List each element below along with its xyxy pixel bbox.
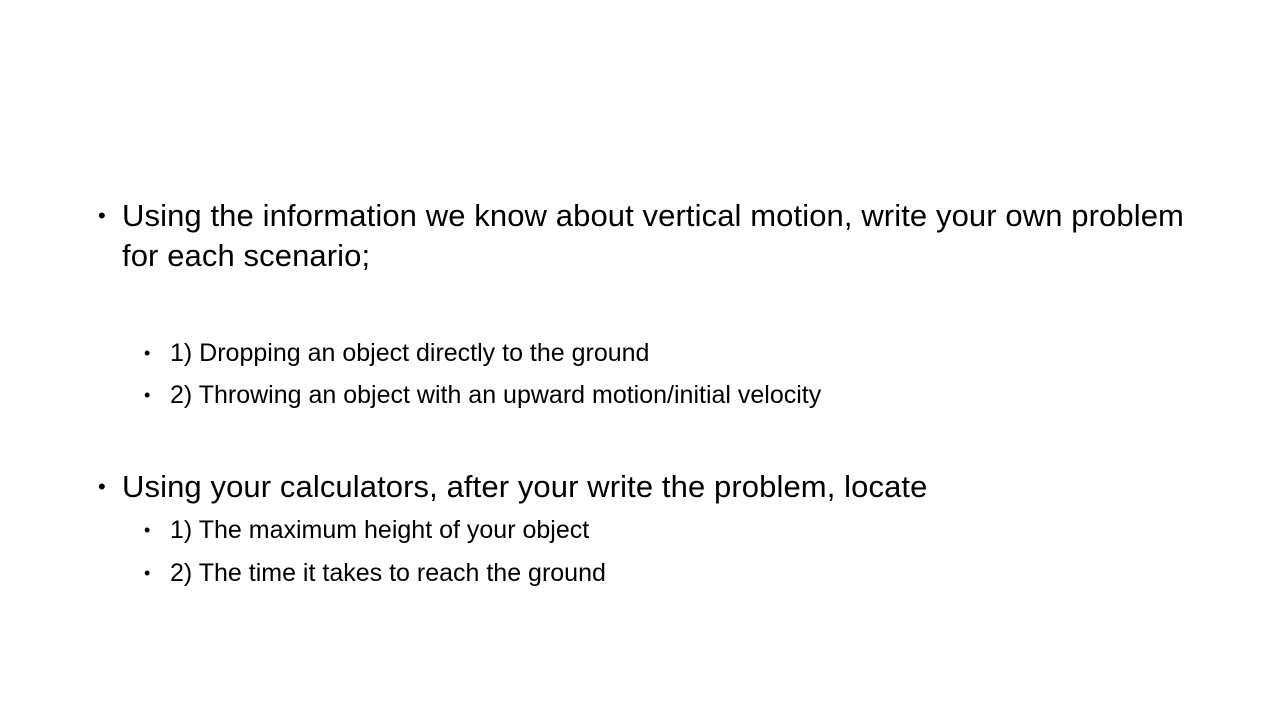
- bullet-text: Using the information we know about vertical motion, write your own problem for each scenario;: [122, 198, 1184, 273]
- sub-bullet-item: [144, 553, 606, 593]
- bullet-dot-icon: •: [144, 520, 151, 540]
- bullet-dot-icon: •: [144, 343, 151, 363]
- sub-bullet-text: 1) Dropping an object directly to the ground: [170, 339, 650, 367]
- bullet-item: [98, 467, 927, 507]
- bullet-dot-icon: •: [144, 385, 151, 405]
- bullet-text: Using your calculators, after your write the problem, locate: [122, 469, 928, 504]
- sub-bullet-item: [144, 333, 649, 373]
- bullet-item: [98, 196, 1208, 276]
- sub-bullet-text: 1) The maximum height of your object: [170, 516, 590, 544]
- sub-bullet-item: [144, 510, 589, 550]
- bullet-dot-icon: •: [98, 474, 106, 499]
- sub-bullet-text: 2) Throwing an object with an upward motion/initial velocity: [170, 381, 822, 409]
- bullet-dot-icon: •: [144, 563, 151, 583]
- sub-bullet-text: 2) The time it takes to reach the ground: [170, 559, 606, 587]
- sub-bullet-item: [144, 375, 821, 415]
- bullet-dot-icon: •: [98, 203, 106, 228]
